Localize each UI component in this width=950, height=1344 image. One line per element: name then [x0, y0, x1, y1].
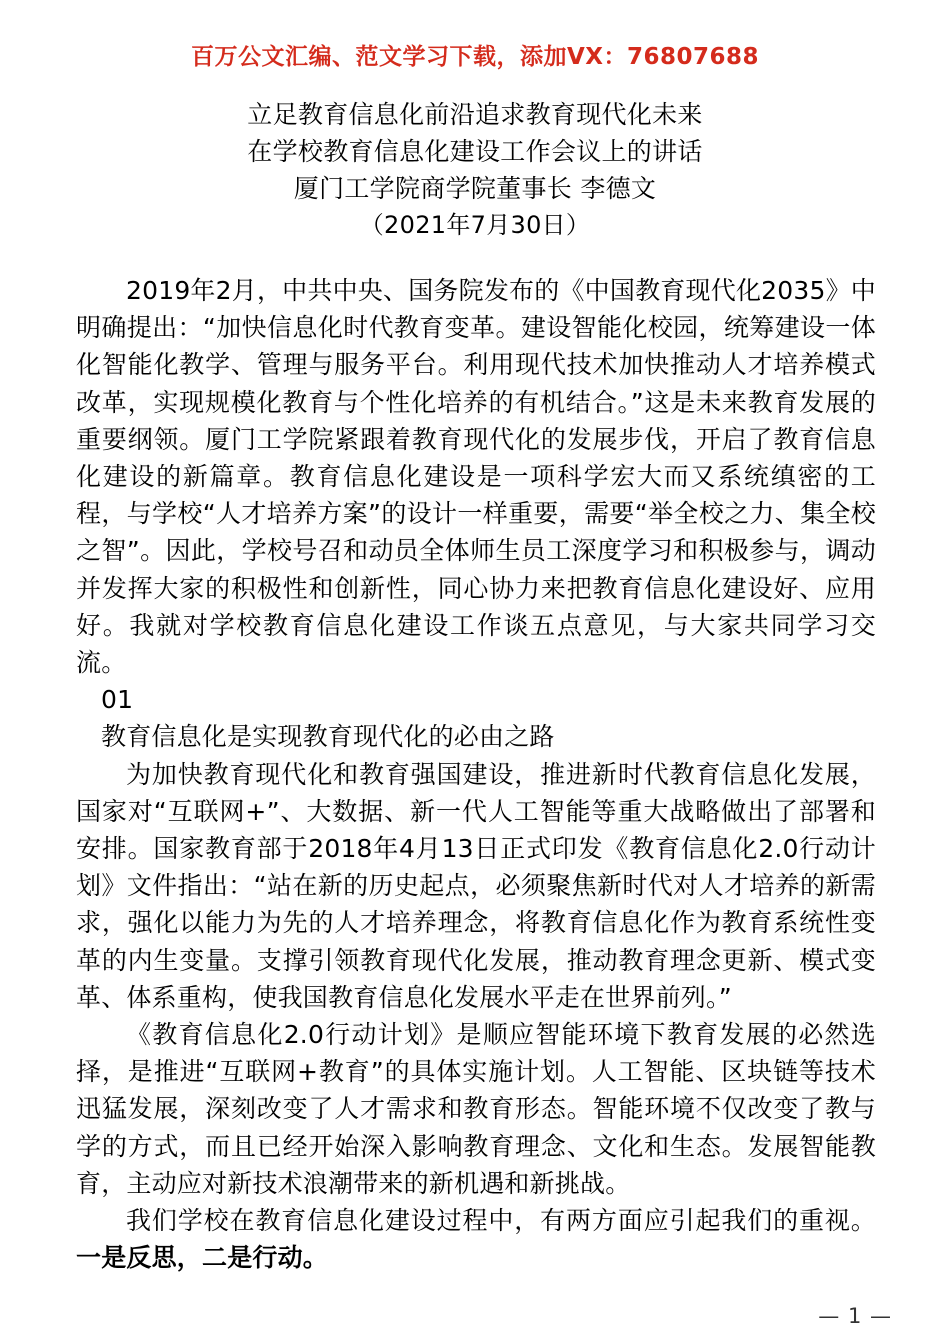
body-paragraph-1: 2019年2月，中共中央、国务院发布的《中国教育现代化2035》中明确提出：“加快信息化时代教育变革。建设智能化校园，统筹建设一体化智能化教学、管理与服务平台。利用现代技术加快推动人才培养模式改革，实现规模化教育与个性化培养的有机结合。”这是未来教育发展的重要纲领。厦门工学院紧跟着教育现代化的发展步伐，开启了教育信息化建设的新篇章。教育信息化建设是一项科学宏大而又系统缜密的工程，与学校“人才培养方案”的设计一样重要，需要“举全校之力、集全校之智”。因此，学校号召和动员全体师生员工深度学习和积极参与，调动并发挥大家的积极性和创新性，同心协力来把教育信息化建设好、应用好。我就对学校教育信息化建设工作谈五点意见，与大家共同学习交流。: [76, 276, 876, 678]
document-date-line: （2021年7月30日）: [359, 211, 591, 239]
body-paragraph-2: 为加快教育现代化和教育强国建设，推进新时代教育信息化发展，国家对“互联网+”、大数据、新一代人工智能等重大战略做出了部署和安排。国家教育部于2018年4月13日正式印发《教育信息化2.0行动计划》文件指出：“站在新的历史起点，必须聚焦新时代对人才培养的新需求，强化以能力为先的人才培养理念，将教育信息化作为教育系统性变革的内生变量。支撑引领教育现代化发展，推动教育理念更新、模式变革、体系重构，使我国教育信息化发展水平走在世界前列。”: [76, 759, 876, 1012]
page-number-footer: — 1 —: [818, 1304, 892, 1328]
document-author-line: 厦门工学院商学院董事长 李德文: [293, 174, 657, 203]
body-paragraph-4: [76, 1202, 876, 1276]
document-body: [76, 272, 876, 1276]
body-paragraph-4-bold-run: 一是反思，二是行动。: [76, 1243, 329, 1273]
section-number-01: 01: [101, 685, 134, 715]
body-paragraph-4-normal-run: 我们学校在教育信息化建设过程中，有两方面应引起我们的重视。: [126, 1206, 876, 1236]
promo-banner-text: 百万公文汇编、范文学习下载，添加VX：76807688: [190, 44, 760, 70]
section-heading-01: 教育信息化是实现教育现代化的必由之路: [101, 722, 555, 752]
title-block: [0, 96, 950, 244]
document-title-line-1: 立足教育信息化前沿追求教育现代化未来: [247, 100, 703, 129]
document-title-line-2: 在学校教育信息化建设工作会议上的讲话: [247, 137, 703, 166]
body-paragraph-3: 《教育信息化2.0行动计划》是顺应智能环境下教育发展的必然选择，是推进“互联网+教育”的具体实施计划。人工智能、区块链等技术迅猛发展，深刻改变了人才需求和教育形态。智能环境不仅改变了教与学的方式，而且已经开始深入影响教育理念、文化和生态。发展智能教育，主动应对新技术浪潮带来的新机遇和新挑战。: [76, 1020, 876, 1198]
